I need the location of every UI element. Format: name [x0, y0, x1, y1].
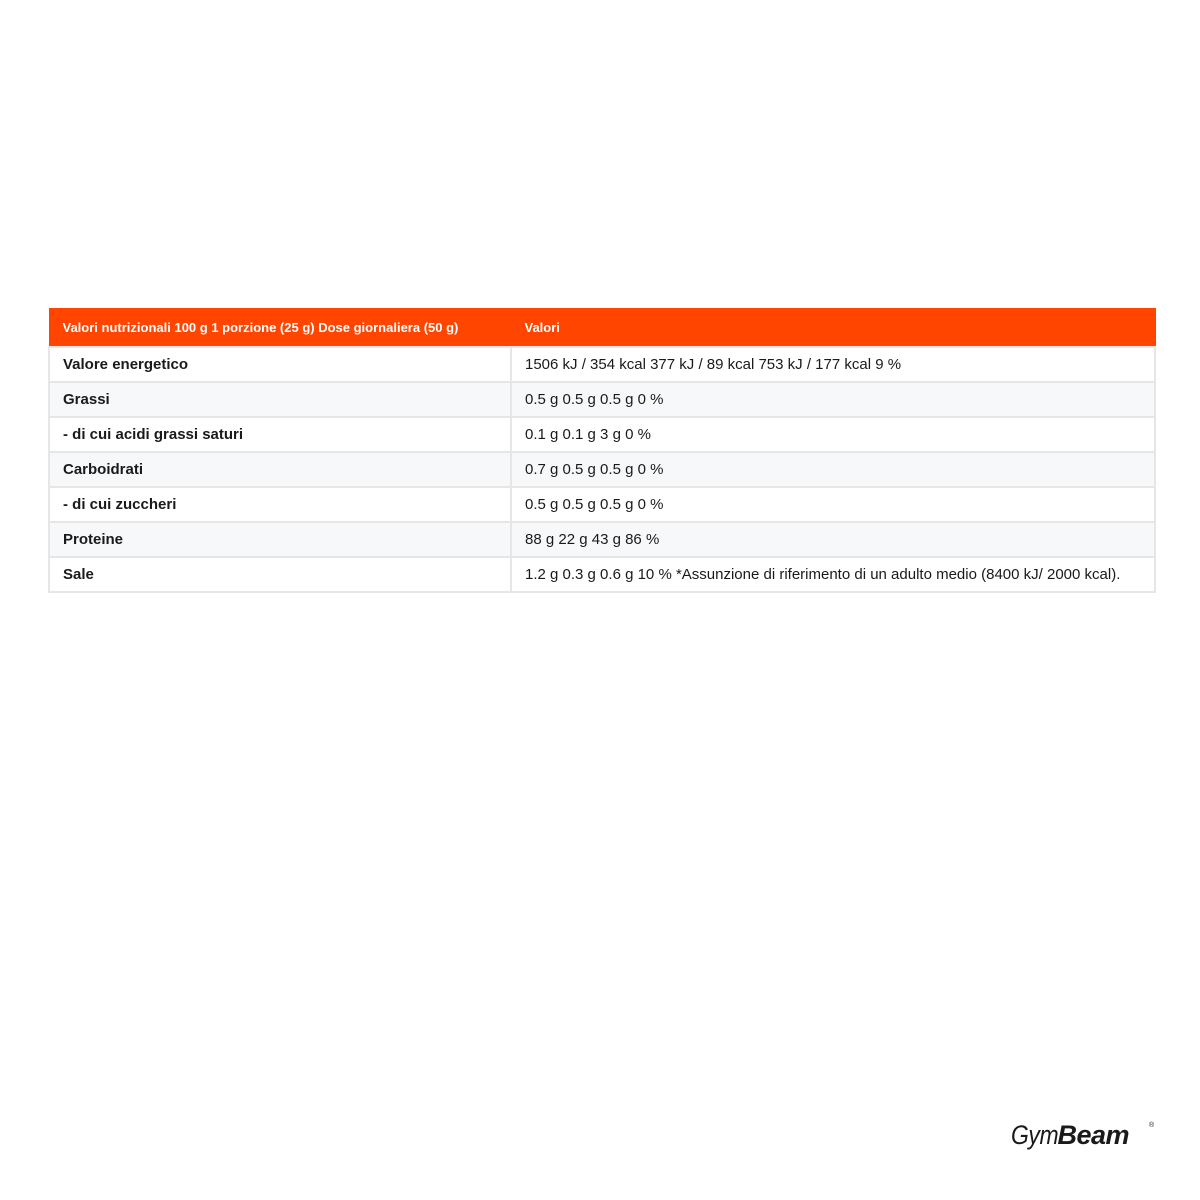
row-label: - di cui acidi grassi saturi	[49, 417, 511, 452]
row-value: 88 g 22 g 43 g 86 %	[511, 522, 1155, 557]
row-value: 0.5 g 0.5 g 0.5 g 0 %	[511, 382, 1155, 417]
row-value: 0.5 g 0.5 g 0.5 g 0 %	[511, 487, 1155, 522]
row-label: Proteine	[49, 522, 511, 557]
table-row	[49, 452, 1155, 487]
row-label: - di cui zuccheri	[49, 487, 511, 522]
table-header-row	[49, 309, 1155, 348]
nutrition-table	[48, 308, 1156, 593]
registered-mark: ®	[1149, 1122, 1154, 1129]
row-label: Sale	[49, 557, 511, 592]
table-row	[49, 487, 1155, 522]
row-value: 0.7 g 0.5 g 0.5 g 0 %	[511, 452, 1155, 487]
row-value: 0.1 g 0.1 g 3 g 0 %	[511, 417, 1155, 452]
logo-text-gym: Gym	[1011, 1120, 1059, 1150]
header-values: Valori	[511, 309, 1155, 348]
table-row	[49, 382, 1155, 417]
row-label: Valore energetico	[49, 347, 511, 382]
header-nutritional-values: Valori nutrizionali 100 g 1 porzione (25 g) Dose giornaliera (50 g)	[49, 309, 511, 348]
row-value: 1506 kJ / 354 kcal 377 kJ / 89 kcal 753 kJ / 177 kcal 9 %	[511, 347, 1155, 382]
table-row	[49, 522, 1155, 557]
row-label: Carboidrati	[49, 452, 511, 487]
table-row	[49, 557, 1155, 592]
row-value: 1.2 g 0.3 g 0.6 g 10 % *Assunzione di riferimento di un adulto medio (8400 kJ/ 2000 kcal).	[511, 557, 1155, 592]
gymbeam-logo	[1011, 1120, 1154, 1154]
logo-text-beam: Beam	[1057, 1120, 1130, 1150]
table-row	[49, 347, 1155, 382]
row-label: Grassi	[49, 382, 511, 417]
table-row	[49, 417, 1155, 452]
